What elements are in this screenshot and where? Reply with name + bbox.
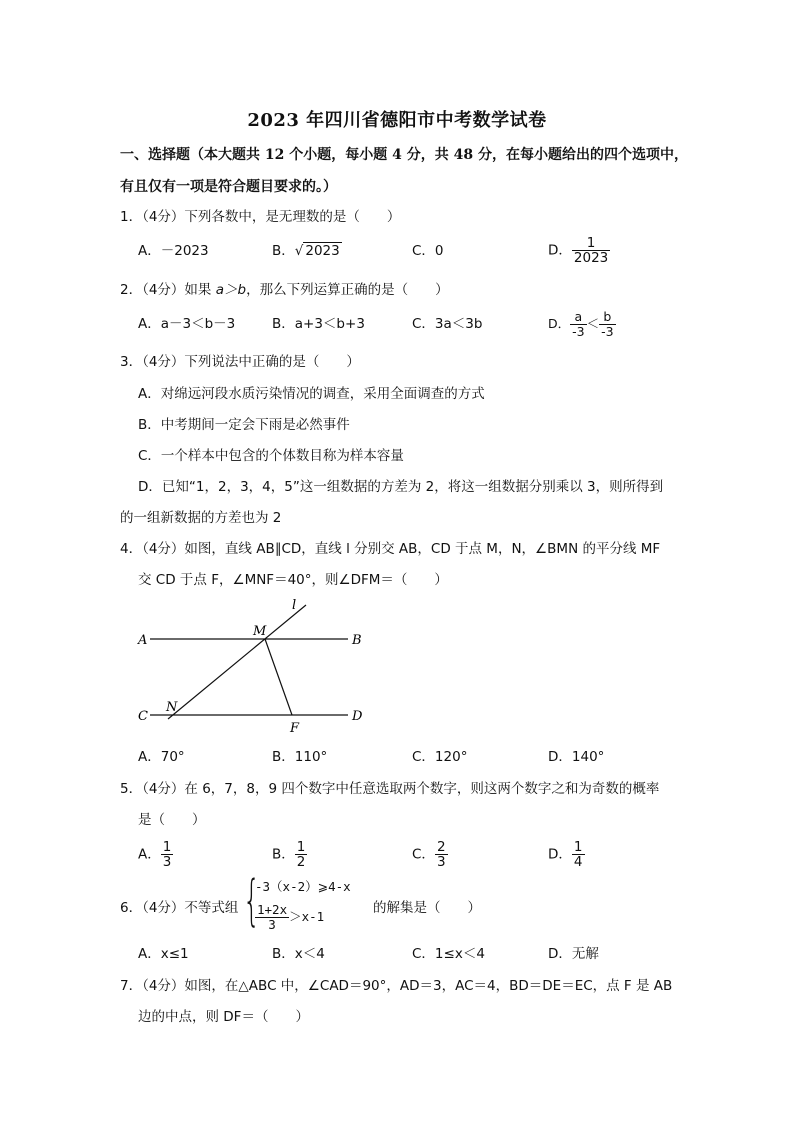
q2-stem-condition: a＞b — [215, 282, 247, 298]
q1-option-d — [548, 236, 610, 265]
fraction — [599, 310, 615, 339]
inequality-row-2 — [255, 903, 324, 932]
q5-d-denominator: 4 — [573, 854, 583, 870]
q2-option-c: C．3a＜3b — [412, 316, 483, 332]
label-f: F — [290, 721, 300, 735]
q2-stem — [120, 281, 449, 299]
q2-d-denominator-2: -3 — [601, 324, 614, 339]
q4-option-d: D．140° — [548, 749, 605, 765]
q5-a-denominator: 3 — [162, 854, 172, 870]
q4-option-b: B．110° — [272, 749, 328, 765]
q1-stem: 1．（4分）下列各数中，是无理数的是（ ） — [120, 209, 401, 225]
q6-row2-rest: ＞x-1 — [289, 909, 325, 924]
q5-b-numerator: 1 — [296, 839, 306, 855]
q2-d-denominator-1: -3 — [572, 324, 585, 339]
inequality-system — [243, 869, 365, 939]
fraction — [570, 310, 586, 339]
q5-c-numerator: 2 — [436, 839, 446, 855]
q6-option-b: B．x＜4 — [272, 946, 325, 962]
q4-option-c: C．120° — [412, 749, 468, 765]
line-l — [168, 605, 306, 719]
q5-d-numerator: 1 — [573, 839, 583, 855]
fraction — [255, 903, 289, 932]
q5-option-d — [548, 840, 585, 869]
q5-stem-line2: 是（ ） — [138, 812, 206, 828]
q5-c-denominator: 3 — [436, 854, 446, 870]
q1-option-b-radicand: 2023 — [305, 243, 340, 259]
q4-geometry-figure — [130, 595, 380, 735]
q6-option-a: A．x≤1 — [138, 946, 189, 962]
fraction — [435, 840, 448, 869]
q4-option-a: A．70° — [138, 749, 185, 765]
q5-option-c — [412, 840, 448, 869]
left-brace: { — [243, 869, 261, 932]
fraction — [572, 236, 610, 265]
section-heading-line2: 有且仅有一项是符合题目要求的。） — [120, 179, 337, 195]
q1-option-d-prefix: D． — [548, 242, 572, 259]
q5-option-d-prefix: D． — [548, 846, 572, 863]
q5-option-a-prefix: A． — [138, 846, 161, 863]
sqrt-symbol: √ 2023 — [294, 243, 340, 259]
q6-stem-part2: 的解集是（ ） — [373, 900, 481, 916]
q2-d-numerator-1: a — [570, 310, 586, 325]
q7-stem-line2: 边的中点，则 DF＝（ ） — [138, 1009, 309, 1025]
q6-row2-denominator: 3 — [268, 917, 276, 932]
q3-option-d-line1: D．已知“1，2，3，4，5”这一组数据的方差为 2，将这一组数据分别乘以 3，则所得到 — [138, 479, 664, 495]
q5-option-c-prefix: C． — [412, 846, 435, 863]
label-c: C — [138, 709, 148, 724]
q3-stem: 3．（4分）下列说法中正确的是（ ） — [120, 354, 360, 370]
segment-mf — [265, 639, 292, 715]
q7-stem-line1: 7．（4分）如图，在△ABC 中，∠CAD＝90°，AD＝3，AC＝4，BD＝DE＝EC，点 F 是 AB — [120, 978, 673, 994]
label-m: M — [253, 624, 267, 639]
q2-d-numerator-2: b — [599, 310, 615, 325]
page-title: 2023 年四川省德阳市中考数学试卷 — [247, 110, 547, 131]
q6-row2-numerator: 1+2x — [257, 902, 288, 917]
fraction — [572, 840, 585, 869]
q1-option-a: A．－2023 — [138, 243, 209, 259]
label-b: B — [352, 633, 362, 648]
q2-option-b: B．a+3＜b+3 — [272, 316, 365, 332]
q6-stem-part1: 6．（4分）不等式组 — [120, 900, 239, 916]
label-n: N — [166, 700, 178, 715]
q6-option-d: D．无解 — [548, 946, 599, 962]
q1-option-c: C．0 — [412, 243, 444, 259]
q5-b-denominator: 2 — [296, 854, 306, 870]
q5-option-b-prefix: B． — [272, 846, 295, 863]
q5-a-numerator: 1 — [162, 839, 172, 855]
q2-option-a: A．a－3＜b－3 — [138, 316, 236, 332]
q3-option-c: C．一个样本中包含的个体数目称为样本容量 — [138, 448, 404, 464]
q5-option-b — [272, 840, 307, 869]
fraction — [161, 840, 174, 869]
inequality-row-1: -3（x-2）⩾4-x — [255, 879, 351, 894]
q2-option-d — [548, 310, 616, 339]
label-d: D — [352, 709, 363, 724]
q4-stem-line1: 4．（4分）如图，直线 AB∥CD，直线 l 分别交 AB，CD 于点 M，N，∠BMN 的平分线 MF — [120, 541, 661, 557]
q1-option-b — [272, 242, 342, 260]
q3-option-a: A．对绵远河段水质污染情况的调查，采用全面调查的方式 — [138, 386, 485, 402]
q2-stem-part2: ，那么下列运算正确的是（ ） — [246, 282, 449, 298]
fraction — [295, 840, 308, 869]
q1-option-b-prefix: B． — [272, 243, 295, 259]
q3-option-d-line2: 的一组新数据的方差也为 2 — [120, 510, 282, 526]
q4-stem-line2: 交 CD 于点 F，∠MNF＝40°，则∠DFM＝（ ） — [138, 572, 448, 588]
q5-option-a — [138, 840, 173, 869]
label-l: l — [292, 598, 297, 613]
section-heading-line1: 一、选择题（本大题共 12 个小题，每小题 4 分，共 48 分，在每小题给出的四个选项中， — [120, 147, 688, 163]
q6-option-c: C．1≤x＜4 — [412, 946, 485, 962]
q1-d-denominator: 2023 — [573, 250, 609, 266]
label-a: A — [138, 633, 148, 648]
q5-stem-line1: 5．（4分）在 6，7，8，9 四个数字中任意选取两个数字，则这两个数字之和为奇数的概率 — [120, 781, 660, 797]
q1-d-numerator: 1 — [572, 236, 610, 251]
less-than-sign: ＜ — [586, 316, 600, 331]
q3-option-b: B．中考期间一定会下雨是必然事件 — [138, 417, 350, 433]
q2-stem-part1: 2．（4分）如果 — [120, 282, 216, 298]
q2-option-d-prefix: D． — [548, 316, 571, 331]
